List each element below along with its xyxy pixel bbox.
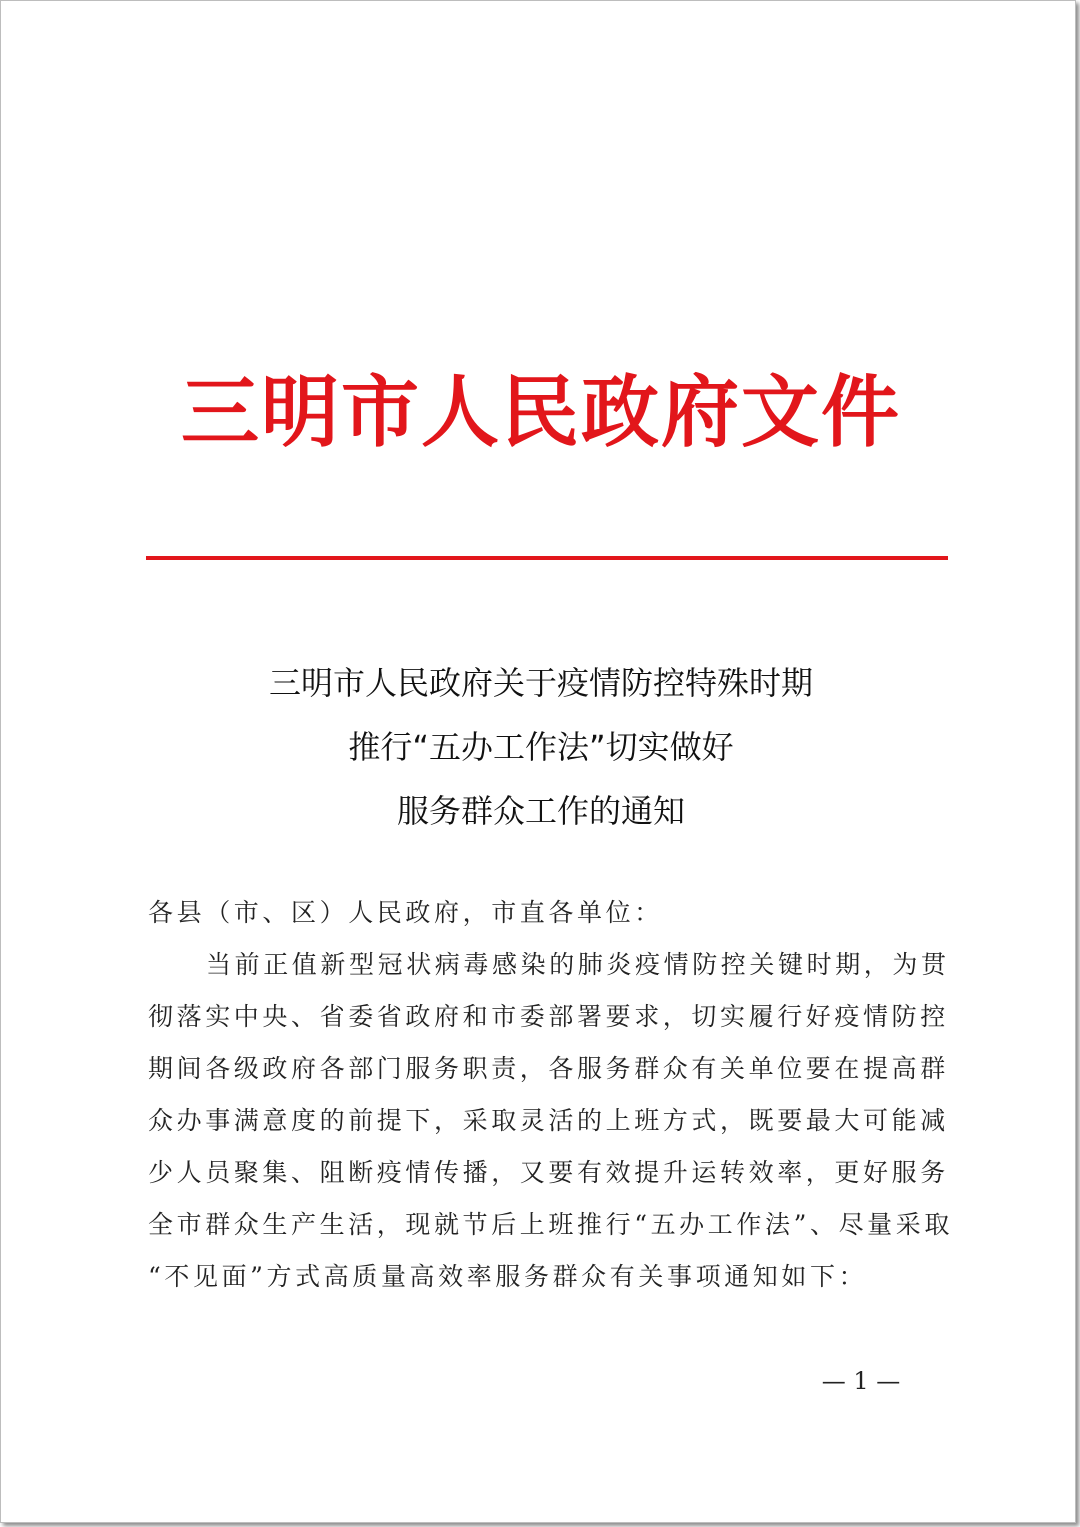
page-number: — 1 — [821,1367,901,1395]
notice-title-line: 服务群众工作的通知 [396,792,685,830]
notice-title [1,651,1080,843]
document-header-title: 三明市人民政府文件 [180,367,901,458]
salutation: 各县（市、区）人民政府，市直各单位： [148,898,663,927]
body-line: 期间各级政府各部门服务职责，各服务群众有关单位要在提高群 [148,1054,949,1083]
body-line: 众办事满意度的前提下，采取灵活的上班方式，既要最大可能减 [148,1106,949,1135]
notice-title-line: 推行“五办工作法”切实做好 [348,728,734,766]
body-line: 全市群众生产生活，现就节后上班推行“五办工作法”、尽量采取 [148,1210,953,1239]
body-line: “不见面”方式高质量高效率服务群众有关事项通知如下： [148,1262,868,1291]
notice-title-line: 三明市人民政府关于疫情防控特殊时期 [268,664,813,702]
body-line: 少人员聚集、阻断疫情传播，又要有效提升运转效率，更好服务 [148,1158,949,1187]
red-divider-line [146,556,948,560]
body-line: 彻落实中央、省委省政府和市委部署要求，切实履行好疫情防控 [148,1002,949,1031]
notice-body [148,887,953,1303]
body-line: 当前正值新型冠状病毒感染的肺炎疫情防控关键时期，为贯 [206,950,950,979]
